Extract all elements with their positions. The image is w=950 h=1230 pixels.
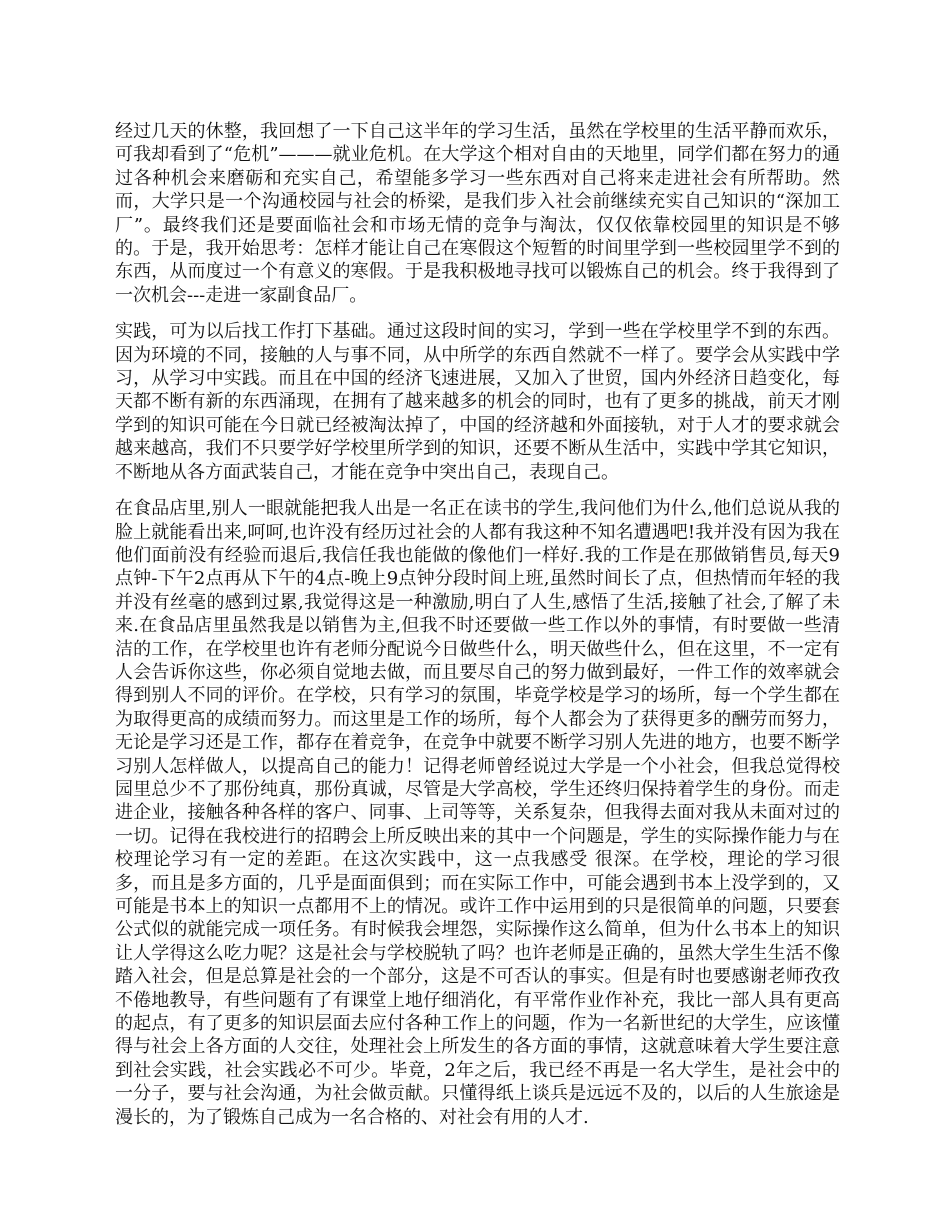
paragraph-food-store: 在食品店里,别人一眼就能把我人出是一名正在读书的学生,我问他们为什么,他们总说从我的脸上就能看出来,呵呵,也许没有经历过社会的人都有我这种不知名遭遇吧!我并没有因为我在他们面前没有经验而退后,我信任我也能做的像他们一样好.我的工作是在那做销售员,每天9点钟-下午2点再从下午的4点-晚上9点钟分段时间上班,虽然时间长了点，但热情而年轻的我并没有丝毫的感到过累,我觉得这是一种激励,明白了人生,感悟了生活,接触了社会,了解了未来.在食品店里虽然我是以销售为主,但我不时还要做一些工作以外的事情，有时要做一些清洁的工作，在学校里也许有老师分配说今日做些什么，明天做些什么，但在这里，不一定有人会告诉你这些，你必须自觉地去做，而且要尽自己的努力做到最好，一件工作的效率就会得到别人不同的评价。在学校，只有学习的氛围，毕竟学校是学习的场所，每一个学生都在为取得更高的成绩而努力。而这里是工作的场所，每个人都会为了获得更多的酬劳而努力，无论是学习还是工作，都存在着竞争，在竞争中就要不断学习别人先进的地方，也要不断学习别人怎样做人，以提高自己的能力！记得老师曾经说过大学是一个小社会，但我总觉得校园里总少不了那份纯真，那份真诚，尽管是大学高校，学生还终归保持着学生的身份。而走进企业，接触各种各样的客户、同事、上司等等，关系复杂，但我得去面对我从未面对过的一切。记得在我校进行的招聘会上所反映出来的其中一个问题是，学生的实际操作能力与在校理论学习有一定的差距。在这次实践中，这一点我感受 很深。在学校，理论的学习很多，而且是多方面的，几乎是面面俱到；而在实际工作中，可能会遇到书本上没学到的，又可能是书本上的知识一点都用不上的情况。或许工作中运用到的只是很简单的问题，只要套公式似的就能完成一项任务。有时候我会埋怨，实际操作这么简单，但为什么书本上的知识让人学得这么吃力呢？这是社会与学校脱轨了吗？也许老师是正确的，虽然大学生生活不像踏入社会，但是总算是社会的一个部分，这是不可否认的事实。但是有时也要感谢老师孜孜不倦地教导，有些问题有了有课堂上地仔细消化，有平常作业作补充，我比一部人具有更高的起点，有了更多的知识层面去应付各种工作上的问题，作为一名新世纪的大学生，应该懂得与社会上各方面的人交往，处理社会上所发生的各方面的事情，这就意味着大学生要注意到社会实践，社会实践必不可少。毕竟，2年之后，我已经不再是一名大学生，是社会中的一分子，要与社会沟通，为社会做贡献。只懂得纸上谈兵是远远不及的，以后的人生旅途是漫长的，为了锻炼自己成为一名合格的、对社会有用的人才. (115, 498, 840, 1128)
paragraph-intro: 经过几天的休整，我回想了一下自己这半年的学习生活，虽然在学校里的生活平静而欢乐，可我却看到了“危机”———就业危机。在大学这个相对自由的天地里，同学们都在努力的通过各种机会来磨砺和充实自己，希望能多学习一些东西对自己将来走进社会有所帮助。然而，大学只是一个沟通校园与社会的桥梁，是我们步入社会前继续充实自己知识的“深加工厂”。最终我们还是要面临社会和市场无情的竞争与淘汰，仅仅依靠校园里的知识是不够的。于是，我开始思考：怎样才能让自己在寒假这个短暂的时间里学到一些校园里学不到的东西，从而度过一个有意义的寒假。于是我积极地寻找可以锻炼自己的机会。终于我得到了一次机会---走进一家副食品厂。 (115, 121, 840, 306)
paragraph-practice: 实践，可为以后找工作打下基础。通过这段时间的实习，学到一些在学校里学不到的东西。因为环境的不同，接触的人与事不同，从中所学的东西自然就不一样了。要学会从实践中学习，从学习中实践。而且在中国的经济飞速进展，又加入了世贸，国内外经济日趋变化，每天都不断有新的东西涌现，在拥有了越来越多的机会的同时，也有了更多的挑战，前天才刚学到的知识可能在今日就已经被淘汰掉了，中国的经济越和外面接轨，对于人才的要求就会越来越高，我们不只要学好学校里所学到的知识，还要不断从生活中，实践中学其它知识，不断地从各方面武装自己，才能在竞争中突出自己，表现自己。 (115, 321, 840, 483)
document-body (115, 120, 840, 1142)
